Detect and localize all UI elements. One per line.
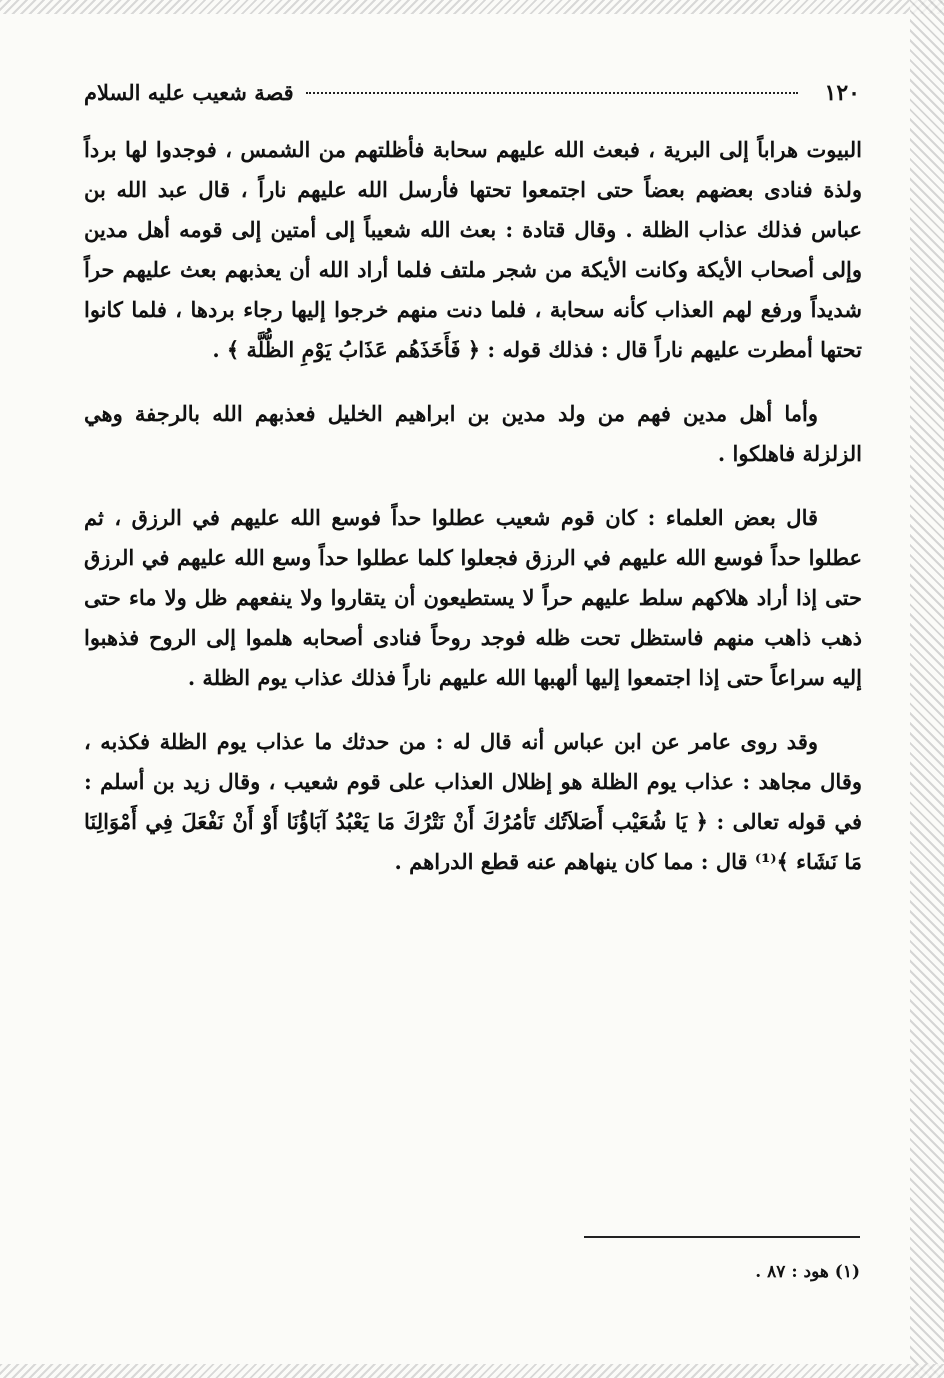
running-title: قصة شعيب عليه السلام	[84, 80, 294, 105]
paragraph-3: قال بعض العلماء : كان قوم شعيب عطلوا حداً فوسع الله عليهم في الرزق ، ثم عطلوا حداً فوسع الله عليهم في الرزق فجعلوا كلما عطلوا حداً وسع الله عليهم في الرزق حتى إذا أراد هلاكهم سلط عليهم حراً لا يستطيعون أن يتقاروا ولا ينفعهم ظل ولا ماء حتى ذهب ذاهب منهم فاستظل تحت ظله فوجد روحاً فنادى أصحابه هلموا إلى الروح فذهبوا إليه سراعاً حتى إذا اجتمعوا إليها ألهبها الله عليهم ناراً فذلك عذاب يوم الظلة .	[84, 505, 862, 690]
page-header	[84, 80, 860, 116]
paragraph-4: وقد روى عامر عن ابن عباس أنه قال له : من حدثك ما عذاب يوم الظلة فكذبه ، وقال مجاهد : عذاب يوم الظلة هو إظلال العذاب على قوم شعيب ، وقال زيد بن أسلم : في قوله تعالى : ﴿ يَا شُعَيْب أَصَلاَتُك تَأمُرُكَ أَنْ نَتْرُكَ مَا يَعْبُدُ آبَاؤُنَا أَوْ أَنْ نَفْعَلَ فِي أَمْوَالِنَا مَا نَشَاء ﴾⁽¹⁾ قال : مما كان ينهاهم عنه قطع الدراهم .	[84, 729, 862, 874]
footnote: (١) هود : ٨٧ .	[755, 1262, 860, 1282]
paragraph-2: وأما أهل مدين فهم من ولد مدين بن ابراهيم الخليل فعذبهم الله بالرجفة وهي الزلزلة فاهلكوا .	[84, 401, 862, 466]
page-number: ١٢٠	[824, 80, 860, 106]
header-dotted-leader	[306, 92, 798, 94]
body-text	[84, 130, 862, 906]
paragraph-1: البيوت هراباً إلى البرية ، فبعث الله عليهم سحابة فأظلتهم من الشمس ، فوجدوا لها برداً ولذة فنادى بعضهم بعضاً حتى اجتمعوا تحتها فأرسل الله عليهم ناراً ، قال عبد الله بن عباس فذلك عذاب الظلة . وقال قتادة : بعث الله شعيباً إلى أمتين إلى قومه أهل مدين وإلى أصحاب الأيكة وكانت الأيكة من شجر ملتف فلما أراد الله أن يعذبهم بعث عليهم حراً شديداً ورفع لهم العذاب كأنه سحابة ، فلما دنت منهم خرجوا إليها رجاء بردها ، فلما كانوا تحتها أمطرت عليهم ناراً قال : فذلك قوله : ﴿ فَأَخَذَهُم عَذَابُ يَوْمِ الظُّلَّة ﴾ .	[84, 137, 862, 362]
footnote-divider	[584, 1236, 860, 1238]
